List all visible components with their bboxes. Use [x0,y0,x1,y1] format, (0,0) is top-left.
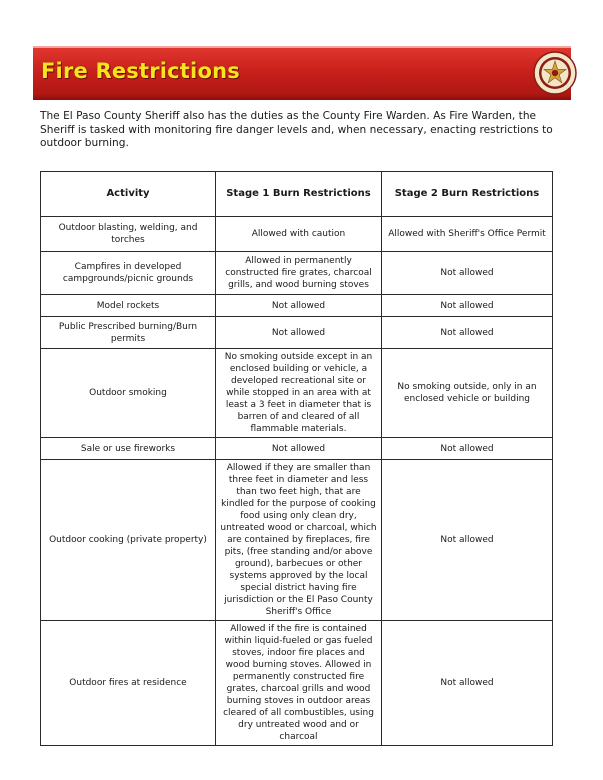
intro-paragraph [40,110,560,151]
intro-text: The El Paso County Sheriff also has the duties as the County Fire Warden. As Fire Warden, the Sheriff is tasked with monitoring fire danger levels and, when necessary, enacting restrictions to outdoor burning. [40,110,553,149]
activity-cell: Campfires in developed campgrounds/picnic grounds [41,252,216,295]
stage-1-cell: Allowed if they are smaller than three feet in diameter and less than two feet high, that are kindled for the purpose of cooking food using only clean dry, untreated wood or charcoal, which are contained by fireplaces, fire pits, (free standing and/or above ground), barbecues or other systems approved by the local special district having fire jurisdiction or the El Paso County Sheriff's Office [216,460,382,621]
activity-cell: Outdoor smoking [41,349,216,438]
stage-1-cell: Not allowed [216,438,382,460]
page-title: Fire Restrictions [41,59,240,83]
stage-2-cell: Not allowed [382,621,553,746]
header-activity: Activity [41,172,216,217]
header-stage-2: Stage 2 Burn Restrictions [382,172,553,217]
stage-1-cell: Allowed if the fire is contained within liquid-fueled or gas fueled stoves, indoor fire places and wood burning stoves. Allowed in permanently constructed fire grates, charcoal grills and wood burning stoves in outdoor areas cleared of all combustibles, using dry untreated wood and or charcoal [216,621,382,746]
activity-cell: Outdoor blasting, welding, and torches [41,217,216,252]
table-row [41,317,553,349]
activity-cell: Public Prescribed burning/Burn permits [41,317,216,349]
stage-2-cell: Allowed with Sheriff's Office Permit [382,217,553,252]
table-row [41,621,553,746]
table-row [41,460,553,621]
stage-2-cell: Not allowed [382,295,553,317]
activity-cell: Model rockets [41,295,216,317]
stage-2-cell: Not allowed [382,460,553,621]
restrictions-table [40,171,553,746]
activity-cell: Sale or use fireworks [41,438,216,460]
stage-2-cell: Not allowed [382,252,553,295]
stage-1-cell: No smoking outside except in an enclosed building or vehicle, a developed recreational site or while stopped in an area with at least a 3 feet in diameter that is barren of and cleared of all flammable materials. [216,349,382,438]
header-banner [33,46,571,100]
stage-1-cell: Allowed in permanently constructed fire grates, charcoal grills, and wood burning stoves [216,252,382,295]
stage-2-cell: Not allowed [382,317,553,349]
table-row [41,295,553,317]
activity-cell: Outdoor fires at residence [41,621,216,746]
stage-1-cell: Allowed with caution [216,217,382,252]
activity-cell: Outdoor cooking (private property) [41,460,216,621]
table-header-row [41,172,553,217]
table-row [41,252,553,295]
sheriff-seal-logo [533,51,577,95]
stage-1-cell: Not allowed [216,295,382,317]
table-row [41,438,553,460]
table-row [41,349,553,438]
stage-1-cell: Not allowed [216,317,382,349]
header-stage-1: Stage 1 Burn Restrictions [216,172,382,217]
stage-2-cell: Not allowed [382,438,553,460]
table-row [41,217,553,252]
stage-2-cell: No smoking outside, only in an enclosed vehicle or building [382,349,553,438]
